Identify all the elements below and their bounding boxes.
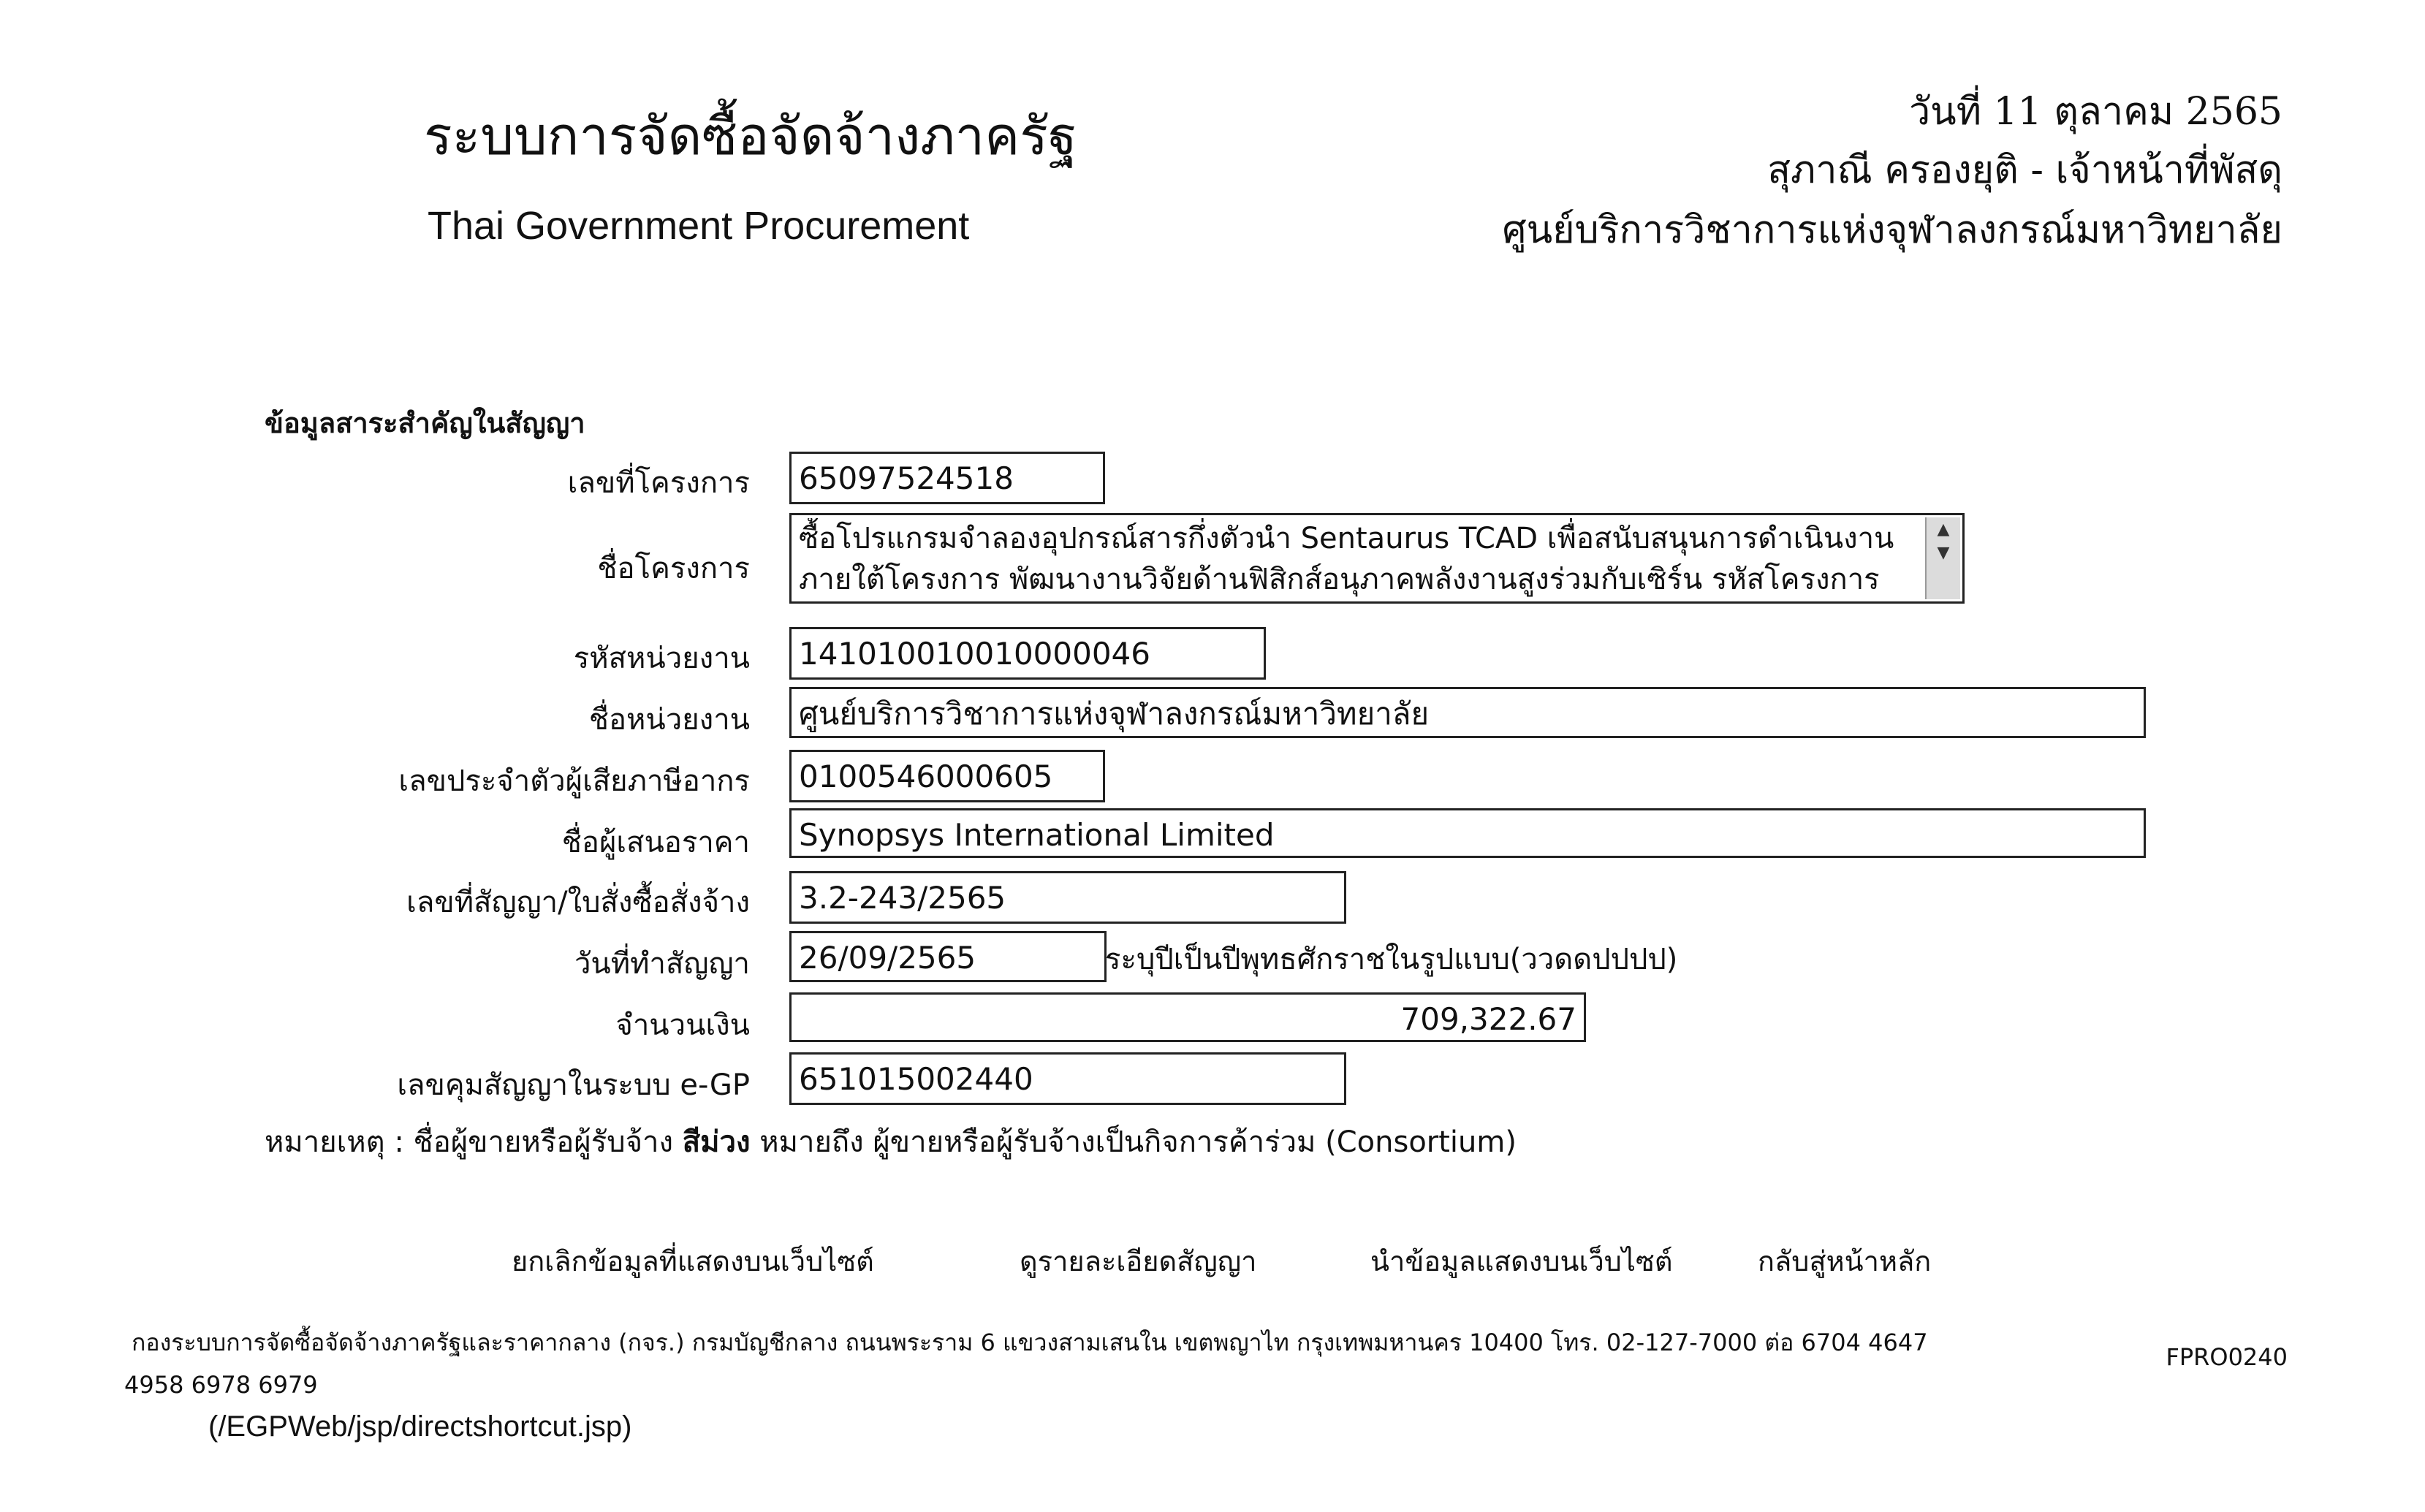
home-link[interactable]: กลับสู่หน้าหลัก	[1758, 1245, 1932, 1277]
page-title-english: Thai Government Procurement	[428, 204, 970, 248]
note-suffix: หมายถึง ผู้ขายหรือผู้รับจ้างเป็นกิจการค้าร่วม (Consortium)	[759, 1125, 1517, 1159]
user-name: สุภาณี ครองยุติ - เจ้าหน้าที่พัสดุ	[1767, 148, 2282, 192]
amount-field[interactable]: 709,322.67	[789, 992, 1586, 1042]
project-name-line-2: ภายใต้โครงการ พัฒนางานวิจัยด้านฟิสิกส์อนุภาคพลังงานสูงร่วมกับเซิร์น รหัสโครงการ	[799, 563, 1880, 596]
project-name-scrollbar[interactable]	[1925, 517, 1960, 599]
user-organization: ศูนย์บริการวิชาการแห่งจุฬาลงกรณ์มหาวิทยาลัย	[1502, 208, 2282, 252]
page-path: (/EGPWeb/jsp/directshortcut.jsp)	[208, 1410, 632, 1443]
section-title: ข้อมูลสาระสำคัญในสัญญา	[265, 407, 585, 439]
footer-address: กองระบบการจัดซื้อจัดจ้างภาครัฐและราคากลาง (กจร.) กรมบัญชีกลาง ถนนพระราม 6 แขวงสามเสนใน เขตพญาไท กรุงเทพมหานคร 10400 โทร. 02-127-7000 ต่อ 6704 4647	[132, 1329, 1928, 1356]
tax-id-field[interactable]: 0100546000605	[789, 750, 1105, 802]
agency-name-label: ชื่อหน่วยงาน	[588, 703, 750, 737]
project-no-field[interactable]: 65097524518	[789, 452, 1105, 504]
tax-id-label: เลขประจำตัวผู้เสียภาษีอากร	[398, 764, 750, 798]
project-name-line-1: ซื้อโปรแกรมจำลองอุปกรณ์สารกึ่งตัวนำ Sentaurus TCAD เพื่อสนับสนุนการดำเนินงาน	[799, 522, 1894, 555]
agency-name-field[interactable]: ศูนย์บริการวิชาการแห่งจุฬาลงกรณ์มหาวิทยาลัย	[789, 687, 2146, 738]
consortium-note	[265, 1118, 1517, 1165]
bidder-field[interactable]: Synopsys International Limited	[789, 808, 2146, 858]
project-name-textarea[interactable]	[789, 513, 1965, 604]
view-contract-link[interactable]: ดูรายละเอียดสัญญา	[1020, 1245, 1257, 1277]
current-date: วันที่ 11 ตุลาคม 2565	[1908, 90, 2282, 134]
egp-no-field[interactable]: 651015002440	[789, 1052, 1346, 1105]
contract-date-label: วันที่ทำสัญญา	[574, 947, 750, 981]
note-prefix: หมายเหตุ : ชื่อผู้ขายหรือผู้รับจ้าง	[265, 1125, 674, 1159]
footer-phone-ext: 4958 6978 6979	[124, 1371, 318, 1399]
publish-link[interactable]: นำข้อมูลแสดงบนเว็บไซต์	[1370, 1245, 1673, 1277]
contract-no-label: เลขที่สัญญา/ใบสั่งซื้อสั่งจ้าง	[406, 886, 750, 919]
scroll-up-icon[interactable]: ▲	[1937, 520, 1950, 539]
contract-no-field[interactable]: 3.2-243/2565	[789, 871, 1346, 924]
bidder-label: ชื่อผู้เสนอราคา	[561, 826, 750, 859]
cancel-publish-link[interactable]: ยกเลิกข้อมูลที่แสดงบนเว็บไซต์	[512, 1245, 874, 1277]
agency-code-label: รหัสหน่วยงาน	[573, 642, 750, 675]
page-title-thai: ระบบการจัดซื้อจัดจ้างภาครัฐ	[424, 105, 1077, 167]
page-code: FPRO0240	[2166, 1343, 2288, 1371]
agency-code-field[interactable]: 141010010010000046	[789, 627, 1266, 680]
contract-date-hint: ระบุปีเป็นปีพุทธศักราชในรูปแบบ(ววดดปปปป)	[1105, 943, 1678, 976]
project-name-label: ชื่อโครงการ	[597, 552, 750, 585]
egp-no-label: เลขคุมสัญญาในระบบ e-GP	[397, 1068, 750, 1102]
contract-date-field[interactable]: 26/09/2565	[789, 931, 1107, 982]
scroll-down-icon[interactable]: ▼	[1937, 544, 1950, 562]
note-color-word: สีม่วง	[682, 1125, 751, 1159]
project-no-label: เลขที่โครงการ	[567, 466, 750, 500]
amount-label: จำนวนเงิน	[615, 1008, 750, 1042]
